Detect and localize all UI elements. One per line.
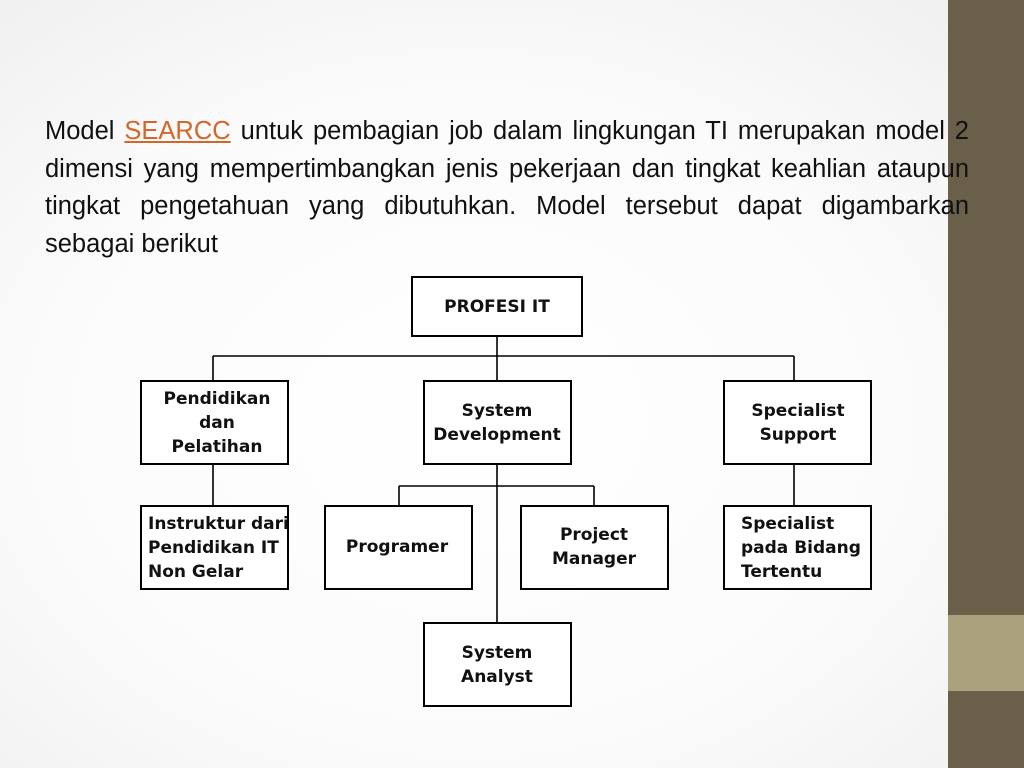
box-label	[346, 537, 449, 557]
box-profesi-it	[412, 277, 582, 336]
box-label-line: Pendidikan	[163, 389, 271, 409]
box-label-line: Pendidikan IT	[148, 538, 279, 558]
box-label-line: System	[461, 643, 533, 663]
box-label-line: Tertentu	[741, 562, 823, 582]
box-project-manager	[521, 506, 668, 589]
box-label-line: Pelatihan	[171, 437, 263, 457]
sidebar-accent-block	[948, 615, 1024, 691]
intro-text-start: Model	[45, 117, 125, 145]
box-system-development	[424, 381, 571, 464]
box-specialist-bidang	[724, 506, 871, 589]
box-label-line: Project	[559, 525, 629, 545]
box-specialist-support	[724, 381, 871, 464]
box-label-line: PROFESI IT	[444, 297, 550, 317]
box-label-line: Instruktur dari	[148, 514, 289, 534]
box-label-line: Support	[759, 425, 837, 445]
box-label-line: Specialist	[741, 514, 835, 534]
box-label-line: Manager	[551, 549, 637, 569]
searcc-link[interactable]: SEARCC	[124, 117, 231, 145]
box-label-line: Analyst	[461, 667, 533, 687]
box-instruktur	[141, 506, 289, 589]
box-label	[444, 297, 550, 317]
box-label-line: Specialist	[751, 401, 845, 421]
box-label-line: Programer	[345, 537, 449, 557]
box-programer	[325, 506, 472, 589]
box-label-line: System	[461, 401, 533, 421]
box-label-line: pada Bidang	[741, 538, 861, 558]
box-pendidikan-dan-pelatihan	[141, 381, 288, 464]
box-label-line: dan	[199, 413, 235, 433]
intro-text-rest: untuk pembagian job dalam lingkungan TI merupakan model 2 dimensi yang mempertimbangkan jenis pekerjaan dan tingkat keahlian ataupun tingkat pengetahuan yang dibutuhkan. Model tersebut dapat digambarkan sebagai berikut	[45, 117, 969, 258]
box-label-line: Development	[433, 425, 561, 445]
connectors	[213, 336, 794, 623]
box-system-analyst	[424, 623, 571, 706]
box-label-line: Non Gelar	[148, 562, 244, 582]
